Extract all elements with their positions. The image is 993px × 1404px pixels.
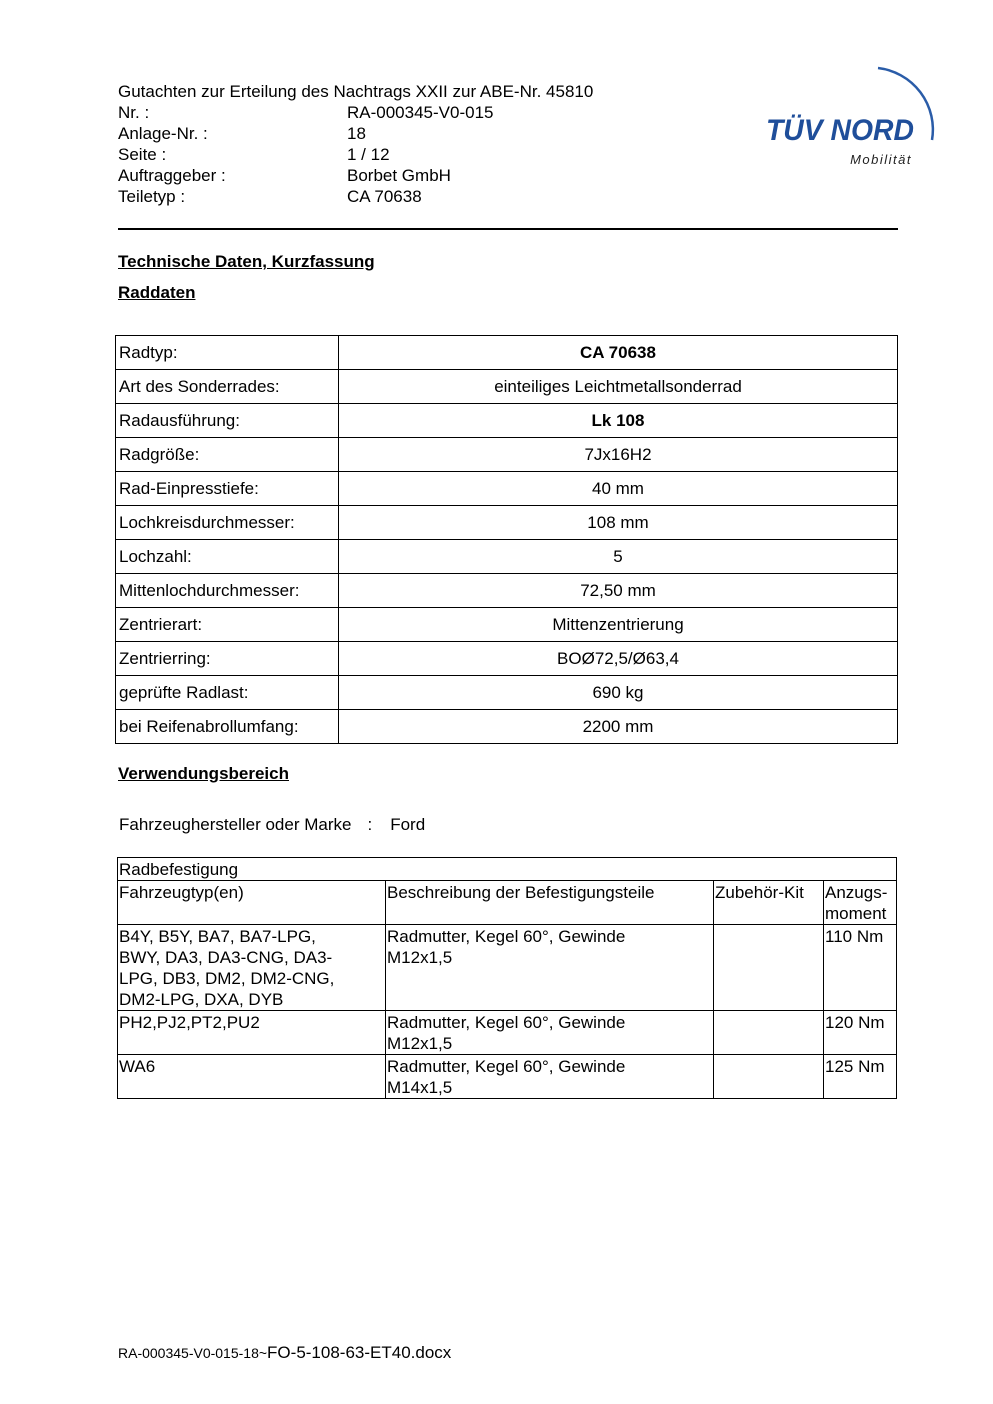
column-header: Zubehör-Kit — [714, 881, 824, 925]
cell-torque: 125 Nm — [824, 1055, 897, 1099]
row-value: 7Jx16H2 — [339, 438, 898, 472]
table-row — [118, 1055, 897, 1099]
manufacturer-separator: : — [367, 815, 373, 834]
field-value: 1 / 12 — [347, 145, 390, 164]
cell-kit — [714, 1011, 824, 1055]
table-row — [116, 540, 898, 574]
footer-file-name: FO-5-108-63-ET40.docx — [267, 1343, 452, 1362]
header-fields — [118, 102, 493, 207]
table-row — [116, 608, 898, 642]
row-value: einteiliges Leichtmetallsonderrad — [339, 370, 898, 404]
table-row — [116, 642, 898, 676]
row-label: bei Reifenabrollumfang: — [116, 710, 339, 744]
row-label: Radausführung: — [116, 404, 339, 438]
header-field-row — [118, 186, 493, 207]
header-field-row — [118, 144, 493, 165]
row-label: Zentrierring: — [116, 642, 339, 676]
row-label: Zentrierart: — [116, 608, 339, 642]
table-row — [116, 506, 898, 540]
row-value: 40 mm — [339, 472, 898, 506]
field-label: Seite : — [118, 145, 167, 164]
row-value: 72,50 mm — [339, 574, 898, 608]
cell-vehicle-types: WA6 — [118, 1055, 386, 1099]
row-label: geprüfte Radlast: — [116, 676, 339, 710]
column-header: Anzugs- moment — [824, 881, 897, 925]
field-value: 18 — [347, 124, 366, 143]
logo-brand: TÜV NORD — [766, 114, 914, 147]
field-label: Teiletyp : — [118, 187, 186, 206]
table-row — [118, 1011, 897, 1055]
row-value: 108 mm — [339, 506, 898, 540]
column-header: Beschreibung der Befestigungsteile — [386, 881, 714, 925]
table-row — [116, 472, 898, 506]
row-value: Mittenzentrierung — [339, 608, 898, 642]
cell-torque: 110 Nm — [824, 925, 897, 1011]
table-header-row — [118, 881, 897, 925]
tuev-nord-logo — [760, 58, 945, 173]
row-value: Lk 108 — [339, 404, 898, 438]
wheel-data-table — [115, 335, 898, 744]
raddaten-heading: Raddaten — [118, 283, 196, 302]
manufacturer-value: Ford — [390, 815, 426, 834]
table-row — [116, 370, 898, 404]
field-value: RA-000345-V0-015 — [347, 103, 494, 122]
row-value: BOØ72,5/Ø63,4 — [339, 642, 898, 676]
cell-kit — [714, 925, 824, 1011]
footer-doc-id: RA-000345-V0-015-18~ — [118, 1345, 268, 1361]
table-row — [116, 404, 898, 438]
column-header: Fahrzeugtyp(en) — [118, 881, 386, 925]
cell-torque: 120 Nm — [824, 1011, 897, 1055]
table-title-row — [118, 858, 897, 881]
row-label: Radgröße: — [116, 438, 339, 472]
cell-description: Radmutter, Kegel 60°, Gewinde M12x1,5 — [386, 1011, 714, 1055]
row-label: Radtyp: — [116, 336, 339, 370]
footer — [118, 1343, 451, 1363]
cell-kit — [714, 1055, 824, 1099]
table-row — [118, 925, 897, 1011]
table-row — [116, 574, 898, 608]
cell-description: Radmutter, Kegel 60°, Gewinde M14x1,5 — [386, 1055, 714, 1099]
row-label: Lochzahl: — [116, 540, 339, 574]
table-row — [116, 336, 898, 370]
section-title: Technische Daten, Kurzfassung — [118, 252, 375, 271]
table-row — [116, 676, 898, 710]
manufacturer-label: Fahrzeughersteller oder Marke — [119, 815, 352, 834]
row-value: 5 — [339, 540, 898, 574]
verwendungsbereich-heading: Verwendungsbereich — [118, 764, 289, 783]
logo-tagline: Mobilität — [850, 152, 912, 167]
table-row — [116, 438, 898, 472]
cell-vehicle-types: B4Y, B5Y, BA7, BA7-LPG, BWY, DA3, DA3-CNG, DA3- LPG, DB3, DM2, DM2-CNG, DM2-LPG, DXA, DYB — [118, 925, 386, 1011]
row-label: Mittenlochdurchmesser: — [116, 574, 339, 608]
field-label: Auftraggeber : — [118, 166, 226, 185]
mounting-table — [117, 857, 897, 1099]
cell-description: Radmutter, Kegel 60°, Gewinde M12x1,5 — [386, 925, 714, 1011]
document-title: Gutachten zur Erteilung des Nachtrags XXII zur ABE-Nr. 45810 — [118, 82, 594, 101]
header-field-row — [118, 123, 493, 144]
row-label: Lochkreisdurchmesser: — [116, 506, 339, 540]
header-field-row — [118, 102, 493, 123]
field-label: Anlage-Nr. : — [118, 124, 208, 143]
header-divider — [118, 228, 898, 230]
mounting-title: Radbefestigung — [118, 858, 897, 881]
cell-vehicle-types: PH2,PJ2,PT2,PU2 — [118, 1011, 386, 1055]
field-label: Nr. : — [118, 103, 150, 122]
field-value: CA 70638 — [347, 187, 422, 206]
row-value: CA 70638 — [339, 336, 898, 370]
row-label: Art des Sonderrades: — [116, 370, 339, 404]
manufacturer-line — [119, 815, 425, 835]
row-label: Rad-Einpresstiefe: — [116, 472, 339, 506]
header-field-row — [118, 165, 493, 186]
row-value: 2200 mm — [339, 710, 898, 744]
table-row — [116, 710, 898, 744]
row-value: 690 kg — [339, 676, 898, 710]
field-value: Borbet GmbH — [347, 166, 451, 185]
